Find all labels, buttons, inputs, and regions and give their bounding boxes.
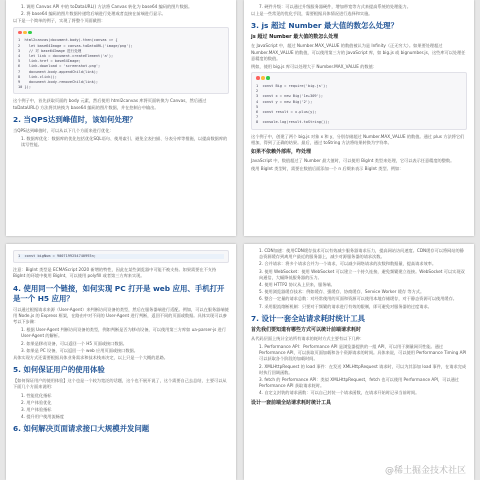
paragraph: 当QPS达到峰值时，可以从以下几个方面来进行优化：: [13, 127, 114, 133]
section-heading: 4. 使用同一个链接，如何实现 PC 打开是 web 应用、手机打开是一个 H5 应用？: [13, 283, 225, 303]
paragraph: 【如何保证用户的使用体验】这个也是一个较为宽泛的话题，这个也不展开说了，这个需要自己去总结，主要可以从下面几个方面来说明：: [13, 378, 227, 390]
paragraph: 从代码层面上统计全站所有请求的耗时方式主要有以下几种：: [251, 335, 365, 341]
list-item: 3. 如果是 PC 设备，可以返回一个 web 应用页面或接口数据。: [21, 347, 138, 353]
list-item: 1. 数据库优化：数据库的优化包括优化SQL语句、使用索引、避免全表扫描、分表分库等措施，以提高数据库的读写性能。: [21, 135, 228, 148]
paragraph: 使用 BigInt 类型时，需要在数值后面添加一个 n 后缀来表示 BigInt 类型。例如：: [251, 166, 404, 172]
paragraph: 以上是一些常见的优化手段，需要根据具体情况进行选择和实施。: [251, 11, 373, 17]
list-item: 3. fetch 的 Performance API：类似 XMLHttpRequest，fetch 也可以使用 Performance API，可以通过 Performance API 获取请求耗时。: [259, 377, 459, 389]
code-line: 5 link.href = base64Image;: [18, 59, 81, 64]
list-item: 6. 整合一定量的请求总数：对经常使用的页面和资源可以使用本地存储缓存，对于静态资源可以使用缓存。: [259, 296, 457, 302]
section-heading: 6. 如何解决页面请求接口大规模并发问题: [13, 424, 150, 434]
code-line: 1 const Big = require('big.js');: [256, 83, 328, 88]
sub-heading: 设计一套前端全站请求耗时统计工具: [251, 399, 332, 406]
code-line: 3 // 对 base64Image 进行处理: [18, 48, 82, 53]
window-dots-icon: [18, 31, 224, 37]
document-page-2: [244, 0, 474, 236]
list-item: 3. 用户体验指标: [21, 407, 52, 413]
code-line: 3 const x = new Big('1e+309');: [256, 94, 324, 99]
code-line: 4 const y = new Big('2');: [256, 99, 313, 104]
code-line: 9 document.body.removeChild(link);: [18, 79, 99, 84]
document-page-4: [244, 244, 474, 480]
code-line: 1 html2canvas(document.body).then(canvas => {: [18, 38, 118, 43]
code-line: 6 link.download = 'screenshot.png';: [18, 64, 101, 69]
list-item: 1. 根据 User-Agent 判断访问设备的类型，例如判断是否为移动设备，可以使用第三方库如 ua-parser-js 进行 User-Agent 的解析。: [21, 327, 227, 339]
paragraph: 这个例子中，创建了两个 big.js 对象 x 和 y，分别存储超过 Number.MAX_VALUE 的数值。通过 plus 方法将它们相加，得到了正确的结果。最后，通过 toString 方法将结果转换为字符串。: [251, 133, 465, 145]
section-heading: 7. 设计一套全站请求耗时统计工具: [251, 313, 365, 323]
list-item: 5. 使用浏览器缓存技术：例如缓存、强缓存、协商缓存、Service Worker 缓存 等方式。: [259, 289, 425, 295]
code-line: 1 const bigNum = 9007199254740993n;: [18, 254, 224, 259]
section-heading: 2. 当QPS达到峰值时，该如何处理？: [13, 114, 137, 124]
code-line: 8 console.log(result.toString());: [256, 120, 330, 125]
list-item: 2. 合并请求：将多个请求合并为一个请求，可以减少网络请求的次数和数据量，提高请求效率。: [259, 261, 437, 267]
sub-heading: 首先我们要知道有哪些方式可以统计前端请求耗时: [251, 326, 362, 333]
document-page-3: [6, 244, 236, 480]
code-line: 2: [256, 89, 259, 94]
list-item: 1. Performance API：Performance API 是浏览器提供的一组 API，可以用于测量网页性能。通过 Performance API，可以获取页面加载和各个资源请求的时间。具体来说，可以使用 Performance Timing API 可以获取各个阶段的加载时间。: [259, 344, 467, 362]
code-line: 5: [256, 104, 259, 109]
list-item: 7. 采用限流熔断机制：只要对于频繁的请求进行有效的限制，即可避免对服务器的过度请求。: [259, 303, 432, 309]
list-item: 2. 用户体验优化: [21, 399, 52, 405]
code-block: [251, 72, 467, 129]
code-line: 4 let link = document.createElement('a');: [18, 53, 114, 58]
watermark: @稀土掘金技术社区: [384, 466, 466, 476]
code-block: [13, 250, 229, 263]
list-item: 2. XMLHttpRequest 的 load 事件：在发送 XMLHttpRequest 请求时，可以为其添加 load 事件，在请求完成时执行回调函数。: [259, 363, 467, 375]
section-heading: 5. 如何保证用户的使用体验: [13, 365, 105, 375]
list-item: 1. CDN加速：使用CDN缓存技术可以有效减少服务器请求压力，提高网站访问速度。CDN缓存可以将网站的静态资源缓存到离用户最近的服务器上，减少对源服务器的请求次数。: [259, 248, 464, 260]
list-item: 1. 调用 Canvas API 中的 toDataURL() 方法将 Canvas 转化为 base64 编码的图片数据。: [21, 4, 193, 9]
sub-heading: 如果不依赖外部库，咋处理: [251, 148, 312, 155]
list-item: 4. 自定义封装的请求函数：可以自己封装一个请求函数，在请求开始时记录当前时间。: [259, 390, 420, 396]
paragraph: 在 JavaScript 中，超过 Number.MAX_VALUE 的数值被认为是 Infinity（正无穷大）。如果要处理超过 Number.MAX_VALUE 的数值，可以使用第三方的 JavaScript 库，如 big.js 或 bignumber.js，这些库可以处理任意精度的数值。: [251, 43, 466, 61]
code-line: 6 const result = x.plus(y);: [256, 109, 317, 114]
list-item: 2. 如果是移动设备，可以返回一个 H5 页面或接口数据。: [21, 340, 127, 346]
list-item: 7. 硬件升级：可以通过升级服务器硬件，增加带宽等方式来提高系统的处理能力。: [259, 4, 411, 9]
code-line: 10 });: [18, 85, 31, 90]
code-block: [13, 27, 229, 95]
section-heading: 3. js 超过 Number 最大值的数怎么处理？: [251, 21, 398, 31]
list-item: 2. 将 base64 编码的图片数据传递给后端进行处理或者直接在前端进行显示。: [21, 11, 166, 17]
paragraph: 可以通过根据请求来源（User-Agent）来判断访问设备的类型，然后在服务器端进行适配。例如，可以在服务器端使用 Node.js 的 Express 框架，在路由中对不同的 User-Agent 进行判断，返回不同的页面或数据。具体实现可以参考以下步骤：: [13, 306, 229, 325]
code-line: 7: [256, 115, 259, 120]
code-line: 2 let base64Image = canvas.toDataURL('image/png');: [18, 43, 133, 48]
document-page-1: [6, 0, 236, 236]
list-item: 4. 提升用户使用流畅度: [21, 414, 65, 420]
paragraph: 以下是一个简单的例子，实现了将整个页面截图：: [13, 18, 106, 24]
list-item: 3. 使用 WebSocket：使用 WebSocket 可以建立一个持久连接，避免频繁建立连接。WebSocket 可以实现双向通信，大幅降低服务器的压力。: [259, 268, 465, 280]
code-line: 8 link.click();: [18, 74, 57, 79]
list-item: 1. 性能优化指标: [21, 392, 52, 398]
paragraph: 具体实现方式还需要根据具体业务需求和技术栈来决定，以上只是一个大概的思路。: [13, 355, 168, 361]
sub-heading: js 超过 Number 最大值的数怎么处理: [251, 34, 339, 41]
paragraph: 例如，使用 big.js 库可以处理大于 Number.MAX_VALUE 的数值：: [251, 64, 377, 70]
code-line: 7 document.body.appendChild(link);: [18, 69, 99, 74]
list-item: 4. 使用 HTTP2 协议从上层来，服务端。: [259, 282, 335, 288]
paragraph: 这个例子中，首先获取页面的 body 元素，然后使用 html2canvas 库将页面转换为 Canvas，然后通过 toDataURL() 方法将其转换为 base64 编码的图片数据，并在控制台中输出。: [13, 98, 207, 110]
paragraph: 注意：BigInt 类型是 ECMAScript 2020 新增的特性，因此在某些浏览器中可能不被支持。如果需要在不支持 BigInt 的环境中使用 BigInt，可以使用 polyfill 或者第三方库来实现。: [13, 267, 217, 279]
window-dots-icon: [256, 76, 462, 82]
paragraph: JavaScript 中，数值超过了 Number 最大值时，可以使用 BigInt 类型来处理，它可以表示任意精度的整数。: [251, 157, 455, 163]
